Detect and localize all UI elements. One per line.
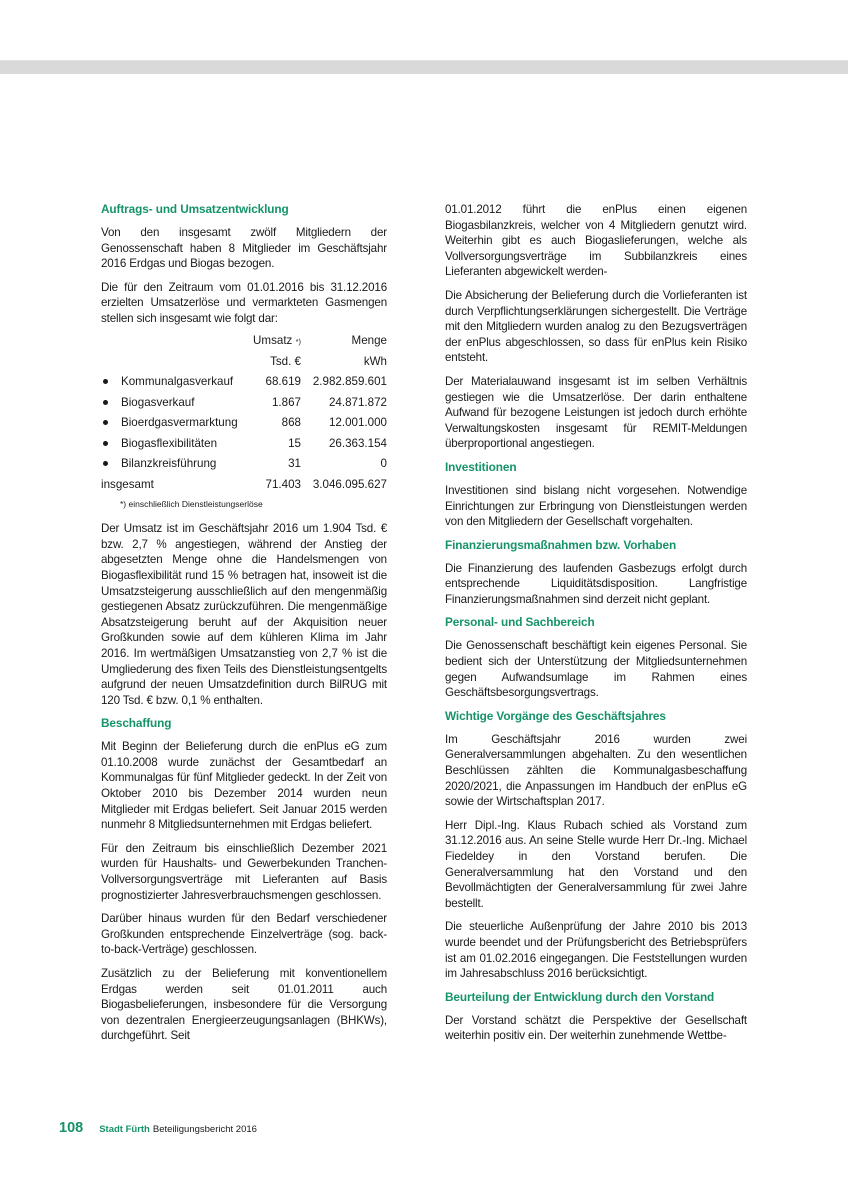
paragraph: 01.01.2012 führt die enPlus einen eigenen Biogasbilanzkreis, welcher von 4 Mitgliedern genutzt wird. Weiterhin gibt es auch Biogaslieferungen, welche als Vollversorgungsverträge im Subbilanzkreis eines Lieferanten abgewickelt werden-	[445, 203, 747, 279]
paragraph: Darüber hinaus wurden für den Bedarf verschiedener Großkunden entsprechende Einzelverträge (sog. back-to-back-Verträge) geschlossen.	[101, 912, 387, 957]
paragraph: Die Finanzierung des laufenden Gasbezugs erfolgt durch entsprechende Liquiditätsdisposition. Langfristige Finanzierungsmaßnahmen sind derzeit nicht geplant.	[445, 561, 747, 606]
paragraph: Der Vorstand schätzt die Perspektive der Gesellschaft weiterhin positiv ein. Der weiterhin zunehmende Wettbe-	[445, 1013, 747, 1043]
table-row: Biogasflexibilitäten 15 26.363.154	[101, 433, 387, 454]
unit-umsatz: Tsd. €	[270, 354, 301, 368]
paragraph: Mit Beginn der Belieferung durch die enPlus eG zum 01.10.2008 wurde zunächst der Gesamtbedarf an Kommunalgas für fünf Mitglieder gedeckt. In der Zeit von Oktober 2010 bis Dezember 2014 wurden neun Mitglieder mit Erdgas beliefert. Seit Januar 2015 werden nunmehr 8 Mitgliedsunternehmen mit Erdgas beliefert.	[101, 740, 387, 832]
table-unit-row	[101, 351, 387, 372]
paragraph: Für den Zeitraum bis einschließlich Dezember 2021 wurden für Haushalts- und Gewerbekunden Tranchen-Vollversorgungsverträge mit Lieferanten auf Basis prognostizierter Jahresverbrauchsmengen geschlossen.	[101, 841, 387, 902]
paragraph: Investitionen sind bislang nicht vorgesehen. Notwendige Einrichtungen zur Erbringung von Dienstleistungen werden von den Mitgliedern der Gesellschaft vorgehalten.	[445, 483, 747, 529]
heading-beschaffung: Beschaffung	[101, 716, 172, 731]
footer-organization: Stadt Fürth	[99, 1124, 150, 1135]
paragraph: Der Umsatz ist im Geschäftsjahr 2016 um 1.904 Tsd. € bzw. 2,7 % angestiegen, während der Anstieg der abgesetzten Menge ohne die Handelsmengen von Biogasflexibilität rund 15 % betragen hat, insoweit ist die Umsatzsteigerung ausschließlich auf den mengenmäßig gestiegenen Absatz zurückzuführen. Die mengenmäßige Absatzsteigerung beruht auf der Akquisition neuer Großkunden sowie auf dem kühleren Klima im Jahr 2016. Im wertmäßigen Umsatzanstieg von 2,7 % ist die Umgliederung des fixen Teils des Dienstleistungsentgelts aufgrund der neuen Umsatzdefinition durch BilRUG mit 120 Tsd. € bzw. 0,1 % enthalten.	[101, 522, 387, 707]
paragraph: Der Materialauwand insgesamt ist im selben Verhältnis gestiegen wie die Umsatzerlöse. Der darin enthaltene Aufwand für bezogene Leistungen ist jedoch durch erhöhte Verwaltungskosten insgesamt für REMIT-Meldungen überproportional angestiegen.	[445, 374, 747, 451]
table-total-row: insgesamt 71.403 3.046.095.627	[101, 477, 387, 491]
table-row: Kommunalgasverkauf 68.619 2.982.859.601	[101, 372, 387, 393]
left-column	[101, 202, 387, 1052]
paragraph: Von den insgesamt zwölf Mitgliedern der Genossenschaft haben 8 Mitglieder im Geschäftsjahr 2016 Erdgas und Biogas bezogen.	[101, 226, 387, 271]
paragraph: Die Genossenschaft beschäftigt kein eigenes Personal. Sie bedient sich der Unterstützung der Mitgliedsunternehmen gegen Aufwandsumlage im Rahmen eines Geschäftsbesorgungsvertrags.	[445, 639, 747, 700]
top-gray-bar	[0, 60, 848, 74]
heading-investitionen: Investitionen	[445, 459, 517, 474]
paragraph: Herr Dipl.-Ing. Klaus Rubach schied als Vorstand zum 31.12.2016 aus. An seine Stelle wurde Herr Dr.-Ing. Michael Fiedeldey in den Vorstand berufen. Die Generalversammlung hat den Vorstand und den Bevollmächtigten der Generalversammlung für zwei Jahre bestellt.	[445, 818, 747, 910]
paragraph: Die Absicherung der Belieferung durch die Vorlieferanten ist durch Verpflichtungserklärungen sichergestellt. Die Verträge mit den Mitgliedern wurden analog zu den Bezugsverträgen der enPlus abgeschlossen, so dass für enPlus kein Risiko entsteht.	[445, 288, 747, 365]
paragraph: Im Geschäftsjahr 2016 wurden zwei Generalversammlungen abgehalten. Zu den wesentlichen Beschlüssen zählten die Kommunalgasbeschaffung 2020/2021, die Anpassungen im Handbuch der enPlus eG sowie der Wirtschaftsplan 2017.	[445, 732, 747, 809]
heading-personal-sachbereich: Personal- und Sachbereich	[445, 615, 595, 630]
table-row: Bilanzkreisführung 31 0	[101, 454, 387, 475]
table-footnote: *) einschließlich Dienstleistungserlöse	[120, 498, 263, 509]
unit-menge: kWh	[363, 354, 387, 368]
right-column	[445, 202, 747, 1052]
page-footer	[59, 1120, 257, 1136]
paragraph: Die steuerliche Außenprüfung der Jahre 2010 bis 2013 wurde beendet und der Prüfungsbericht des Betriebsprüfers ist am 01.02.2016 eingegangen. Die Feststellungen wurden im Jahresabschluss 2016 berücksichtigt.	[445, 920, 747, 981]
bullet-icon	[103, 379, 108, 384]
column-header-menge: Menge	[351, 334, 387, 348]
heading-auftrags-umsatzentwicklung: Auftrags- und Umsatzentwicklung	[101, 202, 289, 216]
heading-finanzierungsmassnahmen: Finanzierungsmaßnahmen bzw. Vorhaben	[445, 537, 677, 552]
heading-beurteilung: Beurteilung der Entwicklung durch den Vorstand	[445, 989, 715, 1004]
heading-wichtige-vorgaenge: Wichtige Vorgänge des Geschäftsjahres	[445, 708, 666, 723]
footer-report-title: Beteiligungsbericht 2016	[152, 1124, 257, 1135]
paragraph: Die für den Zeitraum vom 01.01.2016 bis 31.12.2016 erzielten Umsatzerlöse und vermarkteten Gasmengen stellen sich insgesamt wie folgt dar:	[101, 280, 387, 325]
footnote-marker: *)	[295, 336, 301, 346]
paragraph: Zusätzlich zu der Belieferung mit konventionellem Erdgas werden seit 01.01.2011 auch Biogasbelieferungen, insbesondere für die Versorgung von dezentralen Energieerzeugungsanlagen (BHKWs), durchgeführt. Seit	[101, 967, 387, 1043]
bullet-icon	[103, 400, 108, 405]
page-number: 108	[59, 1120, 84, 1136]
table-row: Bioerdgasvermarktung 868 12.001.000	[101, 413, 387, 434]
bullet-icon	[103, 441, 108, 446]
table-row: Biogasverkauf 1.867 24.871.872	[101, 392, 387, 413]
table-header-row	[101, 331, 387, 352]
column-header-umsatz: Umsatz *)	[253, 333, 301, 347]
revenue-table	[101, 331, 387, 495]
bullet-icon	[103, 420, 108, 425]
bullet-icon	[103, 461, 108, 466]
